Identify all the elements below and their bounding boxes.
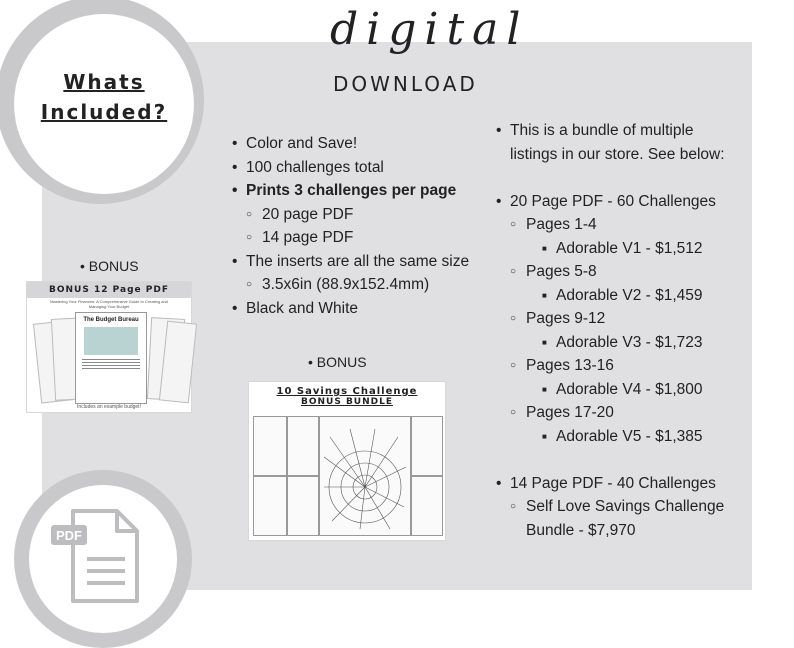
bonus-right-text: BONUS [316, 354, 367, 370]
section-title [14, 67, 194, 127]
thumb-romance [411, 416, 443, 476]
list-item: • The inserts are all the same size [232, 250, 469, 274]
list-item: ■ Adorable V4 - $1,800 [496, 378, 725, 402]
title-line-1: Whats [63, 70, 145, 94]
list-item: ○ Pages 17-20 [496, 401, 725, 425]
spiral-graphic [320, 417, 410, 535]
list-item: ○ 14 page PDF [232, 226, 469, 250]
list-item: ○ Pages 5-8 [496, 260, 725, 284]
bonus-guide-preview [26, 281, 192, 413]
savings-challenge-title: 10 Savings Challenge [276, 386, 418, 397]
list-item: ○ Self Love Savings Challenge [496, 495, 725, 519]
bonus-guide-subtitle: Mastering Your Finances: A Comprehensive Guide to Creating and Managing Your Budget [50, 299, 168, 309]
savings-challenge-preview [248, 381, 446, 541]
list-item: ■ Adorable V2 - $1,459 [496, 284, 725, 308]
thumb-spiral [319, 416, 411, 536]
list-item: listings in our store. See below: [510, 145, 725, 163]
list-item: ■ Adorable V3 - $1,723 [496, 331, 725, 355]
thumb-savings [287, 476, 319, 536]
list-item: ○ Pages 1-4 [496, 213, 725, 237]
features-list [232, 132, 469, 320]
list-item: • 14 Page PDF - 40 Challenges [496, 472, 725, 496]
thumb-skull [253, 416, 287, 476]
list-item: • Prints 3 challenges per page [232, 179, 469, 203]
digital-script-heading: digital [330, 4, 529, 55]
list-item: ■ Adorable V1 - $1,512 [496, 237, 725, 261]
pdf-file-icon [45, 497, 161, 613]
bonus-guide-title: BONUS 12 Page PDF [27, 282, 191, 298]
thumb-unicorn [253, 476, 287, 536]
guide-page-front [75, 312, 147, 404]
bonus-label-left: • BONUS [80, 258, 139, 274]
download-heading: DOWNLOAD [333, 72, 478, 96]
list-item: • This is a bundle of multiple [496, 119, 725, 143]
list-spacer [496, 448, 725, 472]
list-item: • Black and White [232, 297, 469, 321]
guide-photo [84, 327, 138, 355]
thumb-hearts [411, 476, 443, 536]
thumb-emergency [287, 416, 319, 476]
bonus-guide-footer: Includes an example budget! [77, 404, 141, 410]
bundle-list [496, 119, 725, 542]
list-item: ○ 3.5x6in (88.9x152.4mm) [232, 273, 469, 297]
list-item: • 100 challenges total [232, 156, 469, 180]
savings-challenge-subtitle: BONUS BUNDLE [300, 397, 394, 407]
list-item: • 20 Page PDF - 60 Challenges [496, 190, 725, 214]
list-item: • Color and Save! [232, 132, 469, 156]
bonus-left-text: BONUS [88, 258, 139, 274]
svg-text:PDF: PDF [56, 528, 82, 543]
list-item: ○ Pages 9-12 [496, 307, 725, 331]
list-item: ○ Pages 13-16 [496, 354, 725, 378]
list-item: Bundle - $7,970 [526, 521, 636, 539]
list-spacer [496, 166, 725, 190]
list-item: ○ 20 page PDF [232, 203, 469, 227]
list-item: ■ Adorable V5 - $1,385 [496, 425, 725, 449]
bonus-label-right: • BONUS [308, 354, 367, 370]
guide-page-title: The Budget Bureau [83, 317, 139, 323]
title-line-2: Included? [40, 100, 168, 124]
